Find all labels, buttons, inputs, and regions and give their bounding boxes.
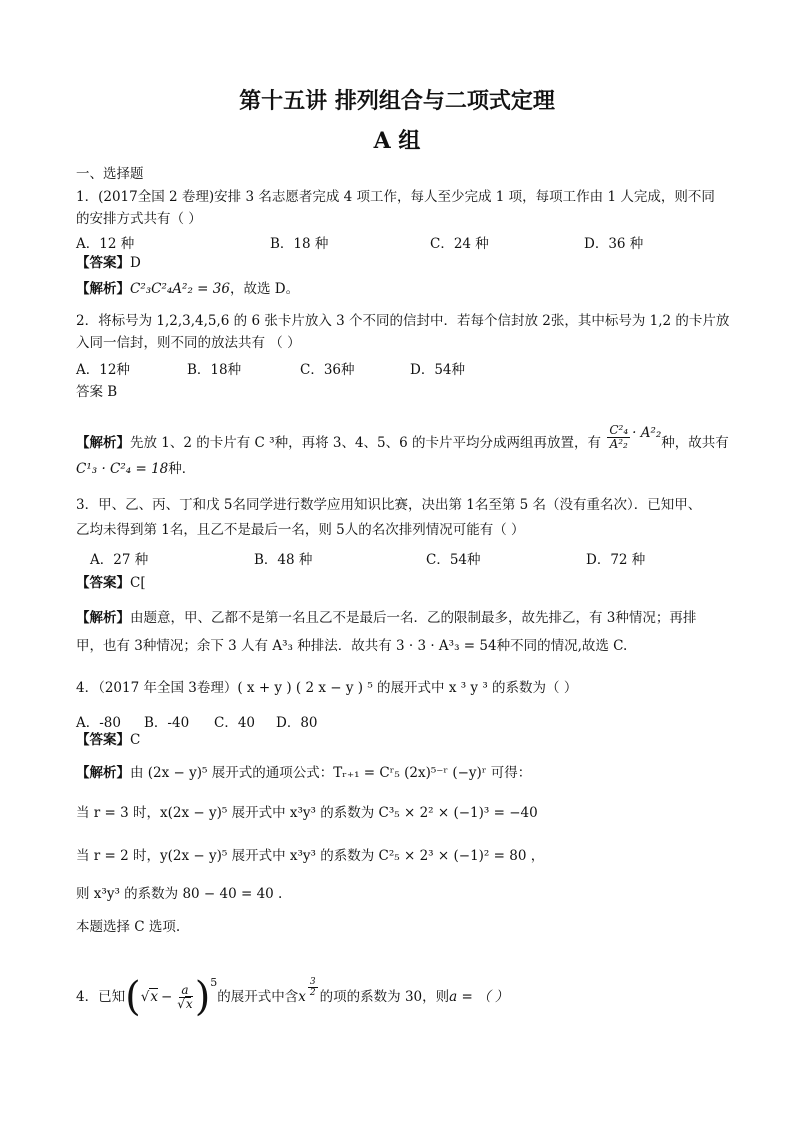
q1-answer <box>76 254 141 272</box>
q5-mid: 的展开式中含 <box>217 989 299 1005</box>
q3-analysis-line1 <box>76 609 696 627</box>
q5-prefix: 4．已知 <box>76 989 126 1005</box>
sqrt-radicand: x <box>150 989 158 1005</box>
q4-answer <box>76 731 140 749</box>
lecture-title: 第十五讲 排列组合与二项式定理 <box>239 88 555 114</box>
fraction-denominator: √x <box>177 996 193 1011</box>
q4-case-r3: 当 r = 3 时，x(2x − y)⁵ 展开式中 x³y³ 的系数为 C³₅ × 2² × (−1)³ = −40 <box>76 805 538 821</box>
q5-fraction <box>177 984 192 1011</box>
q3-option-d: D．72 种 <box>586 552 646 568</box>
fraction-den-radicand: x <box>185 996 193 1011</box>
q1-analysis <box>76 280 299 298</box>
q2-option-c: C．36种 <box>300 362 355 378</box>
q3-analysis-text1: 由题意，甲、乙都不是第一名且乙不是最后一名．乙的限制最多，故先排乙，有 3种情况；再排 <box>130 610 697 626</box>
q3-answer <box>76 574 146 592</box>
sqrt-term: √x <box>140 989 158 1005</box>
fraction-numerator: a <box>181 982 189 997</box>
q2-analysis-text1: 先放 1、2 的卡片有 C ³种，再将 3、4、5、6 的卡片平均分成两组再放置，有 <box>130 435 602 451</box>
q2-fraction <box>607 424 630 451</box>
q3-analysis-line2: 甲，也有 3种情况；余下 3 人有 A³₃ 种排法．故共有 3 · 3 · A³₃ = 54种不同的情况,故选 C. <box>76 638 628 654</box>
q5-exponent <box>308 977 318 998</box>
q4-option-d: D．80 <box>276 715 318 731</box>
analysis-label: 【解析】 <box>76 281 130 297</box>
right-paren: ) <box>194 974 211 1020</box>
q1-option-a: A．12 种 <box>76 236 135 252</box>
exponent-numerator: 3 <box>309 976 316 987</box>
q4-option-c: C．40 <box>214 715 256 731</box>
q2-analysis-text2: 种，故共有 <box>661 435 729 451</box>
minus-sign: − <box>160 989 173 1005</box>
q1-option-d: D．36 种 <box>584 236 644 252</box>
q3-option-b: B．48 种 <box>254 552 313 568</box>
q4-option-a: A．-80 <box>76 715 121 731</box>
analysis-label: 【解析】 <box>76 435 130 451</box>
q1-formula: C²₃C²₄A²₂ = 36 <box>130 281 230 297</box>
q5-tail: 的项的系数为 30，则 <box>319 989 450 1005</box>
fraction-numerator: C²₄ <box>609 423 629 437</box>
q2-stem-line2: 入同一信封，则不同的放法共有 （ ） <box>76 335 301 351</box>
q4-conclusion: 本题选择 C 选项. <box>76 919 181 935</box>
answer-label: 【答案】 <box>76 255 130 271</box>
q2-stem-line1: 2．将标号为 1,2,3,4,5,6 的 6 张卡片放入 3 个不同的信封中．若每个信封放 2张，其中标号为 1,2 的卡片放 <box>76 313 730 329</box>
answer-label: 【答案】 <box>76 732 130 748</box>
q2-analysis-line1 <box>76 423 729 457</box>
q4-stem: 4．（2017 年全国 3卷理）( x + y ) ( 2 x − y ) ⁵ 的展开式中 x ³ y ³ 的系数为（ ） <box>76 680 578 696</box>
q4-analysis-line1 <box>76 764 531 782</box>
q1-stem-line2: 的安排方式共有（ ） <box>76 211 202 227</box>
q1-analysis-tail: ，故选 D。 <box>229 281 300 297</box>
q3-stem-line1: 3．甲、乙、丙、丁和戊 5名同学进行数学应用知识比赛，决出第 1名至第 5 名（没有重名次）．已知甲、 <box>76 497 702 513</box>
q4-result: 则 x³y³ 的系数为 80 − 40 = 40 . <box>76 886 283 902</box>
fraction-denominator: A²₂ <box>609 437 628 451</box>
q1-option-b: B．18 种 <box>270 236 329 252</box>
q2-option-d: D．54种 <box>410 362 466 378</box>
analysis-label: 【解析】 <box>76 765 130 781</box>
q2-answer: 答案 B <box>76 384 118 400</box>
q1-option-c: C．24 种 <box>430 236 489 252</box>
q2-option-a: A．12种 <box>76 362 130 378</box>
q2-analysis-line2 <box>76 460 195 478</box>
q5-power: 5 <box>210 976 218 989</box>
q2-option-b: B．18种 <box>187 362 242 378</box>
answer-value: C[ <box>130 575 146 591</box>
q3-stem-line2: 乙均未得到第 1名，且乙不是最后一名，则 5人的名次排列情况可能有（ ） <box>76 522 525 538</box>
q2-formula: C¹₃ · C²₄ = 18 <box>76 461 169 477</box>
analysis-label: 【解析】 <box>76 610 130 626</box>
answer-value: D <box>130 255 141 271</box>
q4-case-r2: 当 r = 2 时，y(2x − y)⁵ 展开式中 x³y³ 的系数为 C²₅ × 2³ × (−1)² = 80 ， <box>76 848 545 864</box>
q5-term: x <box>298 989 306 1005</box>
left-paren: ( <box>125 974 141 1020</box>
q3-option-a: A．27 种 <box>90 552 149 568</box>
q5-ask: a = （ ） <box>449 989 509 1005</box>
exponent-denominator: 2 <box>309 987 316 998</box>
section-heading: 一、选择题 <box>76 166 144 182</box>
q4-option-b: B．-40 <box>144 715 190 731</box>
q1-stem-line1: 1．(2017全国 2 卷理)安排 3 名志愿者完成 4 项工作，每人至少完成 1 项，每项工作由 1 人完成，则不同 <box>76 189 715 205</box>
answer-value: C <box>130 732 141 748</box>
q4-analysis-text1: 由 (2x − y)⁵ 展开式的通项公式：Tᵣ₊₁ = Cʳ₅ (2x)⁵⁻ʳ (−y)ʳ 可得： <box>130 765 532 781</box>
answer-label: 【答案】 <box>76 575 130 591</box>
q2-fraction-tail: · A²₂ <box>632 425 662 441</box>
q5-stem <box>76 972 508 1022</box>
q2-analysis-text4: 种． <box>168 461 196 477</box>
q3-option-c: C．54种 <box>426 552 481 568</box>
group-title: A 组 <box>373 128 421 154</box>
